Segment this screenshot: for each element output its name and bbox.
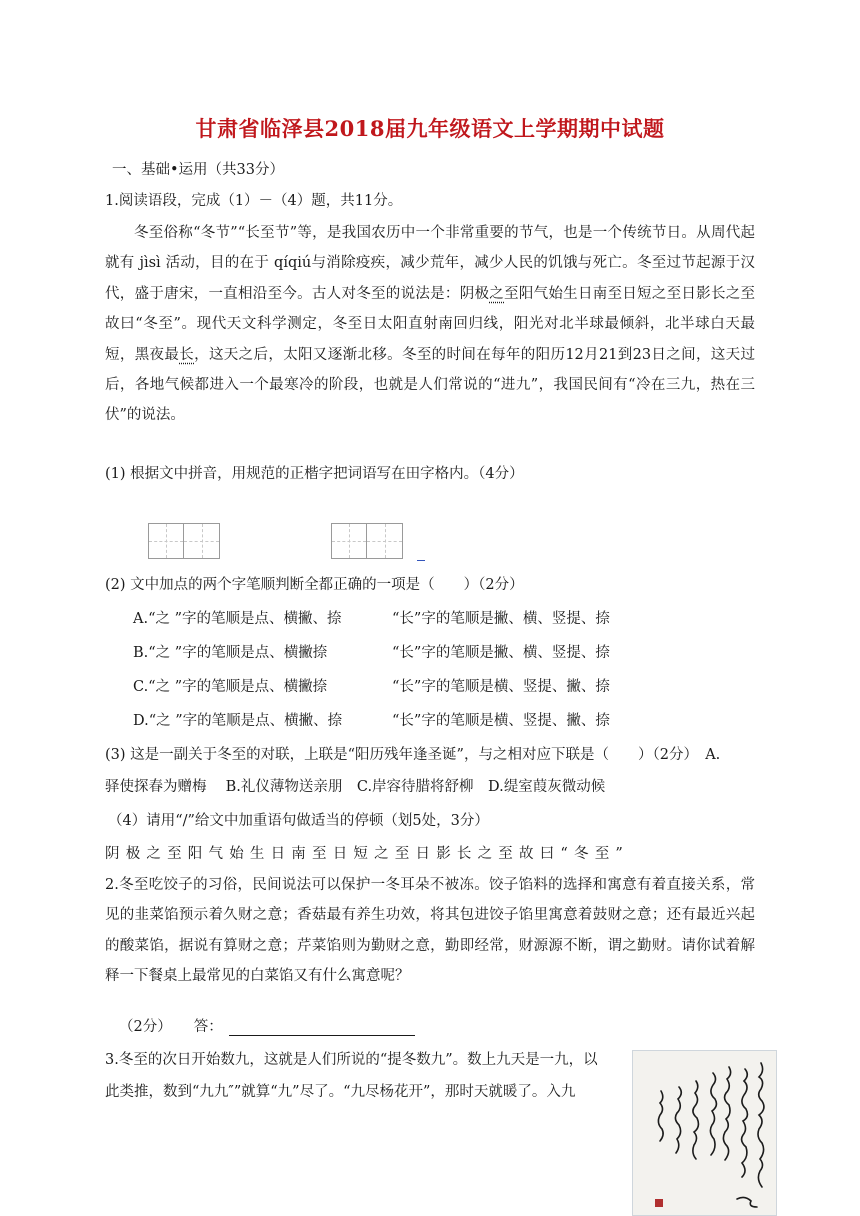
underline-mark [417,560,425,561]
option-a-right: “长”字的笔顺是撇、横、竖提、捺 [392,611,610,627]
option-b-right: “长”字的笔顺是撇、横、竖提、捺 [392,645,610,661]
option-c-left: C.“之 ”字的笔顺是点、横撇捺 [133,679,328,695]
sub-question-2: (2) 文中加点的两个字笔顺判断全都正确的一项是（ ）（2分） [105,577,524,593]
seal-stamp [655,1199,663,1207]
page-title: 甘肃省临泽县2018届九年级语文上学期期中试题 [195,116,665,141]
question-3-line-2: 此类推，数到“九九″”就算“九”尽了。“九尽杨花开”，那时天就暖了。入九 [105,1084,576,1100]
question-2-text: 2.冬至吃饺子的习俗，民间说法可以保护一冬耳朵不被冻。饺子馅料的选择和寓意有着直接关系，常见的韭菜馅预示着久财之意；香菇最有养生功效，将其包进饺子馅里寓意着鼓财之意；还有最近兴起的酸菜馅，据说有算财之意；芹菜馅则为勤财之意，勤即经常，财源源不断，谓之勤财。请你试着解释一下餐桌上最常见的白菜馅又有什么寓意呢？ [105,877,755,985]
points-label: （2分） [119,1019,172,1035]
tianzige-cell[interactable] [184,523,220,559]
tianzige-cell[interactable] [331,523,367,559]
tianzige-cell[interactable] [148,523,184,559]
section-heading: 一、基础•运用（共33分） [112,162,285,178]
passage-part-3: ，这天之后，太阳又逐渐北移。冬至的时间在每年的阳历12月21到23日之间，这天过后，各地气候都进入一个最寒冷的阶段，也就是人们常说的“进九”，我国民间有“冷在三九，热在三伏”的说法。 [105,346,756,424]
option-c-right: “长”字的笔顺是横、竖提、撇、捺 [392,679,610,695]
tianzige-group-1[interactable] [148,523,220,560]
question-3-line-1: 3.冬至的次日开始数九，这就是人们所说的“提冬数九”。数上九天是一九，以 [105,1052,598,1068]
option-a-left: A.“之 ”字的笔顺是点、横撇、捺 [133,611,342,627]
answer-label: 答： [193,1019,223,1035]
sub-question-3-options: 驿使探春为赠梅 B.礼仪薄物送亲朋 C.岸容待腊将舒柳 D.缇室葭灰微动候 [105,779,606,795]
option-d-left: D.“之 ”字的笔顺是点、横撇、捺 [133,713,343,729]
pause-marking-text: 阴极之至阳气始生日南至日短之至日影长之至故曰“冬至” [105,846,630,862]
question-2 [105,870,755,992]
tianzige-cell[interactable] [367,523,403,559]
calligraphy-strokes [633,1051,777,1216]
tianzige-group-2[interactable] [331,523,403,560]
dotted-char-chang: 长 [179,346,195,363]
passage [105,218,755,431]
sub-question-1: (1) 根据文中拼音，用规范的正楷字把词语写在田字格内。（4分） [105,466,524,482]
sub-question-4: （4）请用“/”给文中加重语句做适当的停顿（划5处，3分） [108,813,489,829]
question-1-stem: 1.阅读语段，完成（1）－（4）题，共11分。 [105,193,403,209]
sub-question-3: (3) 这是一副关于冬至的对联，上联是“阳历残年逢圣诞”，与之相对应下联是（ ）（2分） A. [105,747,721,763]
option-d-right: “长”字的笔顺是横、竖提、撇、捺 [392,713,610,729]
option-b-left: B.“之 ”字的笔顺是点、横撇捺 [133,645,328,661]
dotted-char-zhi: 之 [489,285,505,302]
calligraphy-image [632,1050,777,1216]
question-2-answer-row [119,1015,415,1036]
passage-part-1: 冬至俗称“冬节”“长至节”等，是我国农历中一个非常重要的节气，也是一个传统节日。从周代起就有 jìsì 活动，目的在于 qíqiú与消除疫疾，减少荒年，减少人民的饥饿与死亡。冬至过节起源于汉代，盛于唐宋，一直相沿至今。古人对冬至的说法是：阴极 [105,225,755,302]
answer-blank[interactable] [229,1020,415,1036]
passage-part-2: 至阳气始生日南至日短之至日影长之至故曰“冬至”。现代天文科学测定，冬至日太阳直射南回归线，阳光对北半球最倾斜，北半球白天最短，黑夜最 [105,285,756,363]
